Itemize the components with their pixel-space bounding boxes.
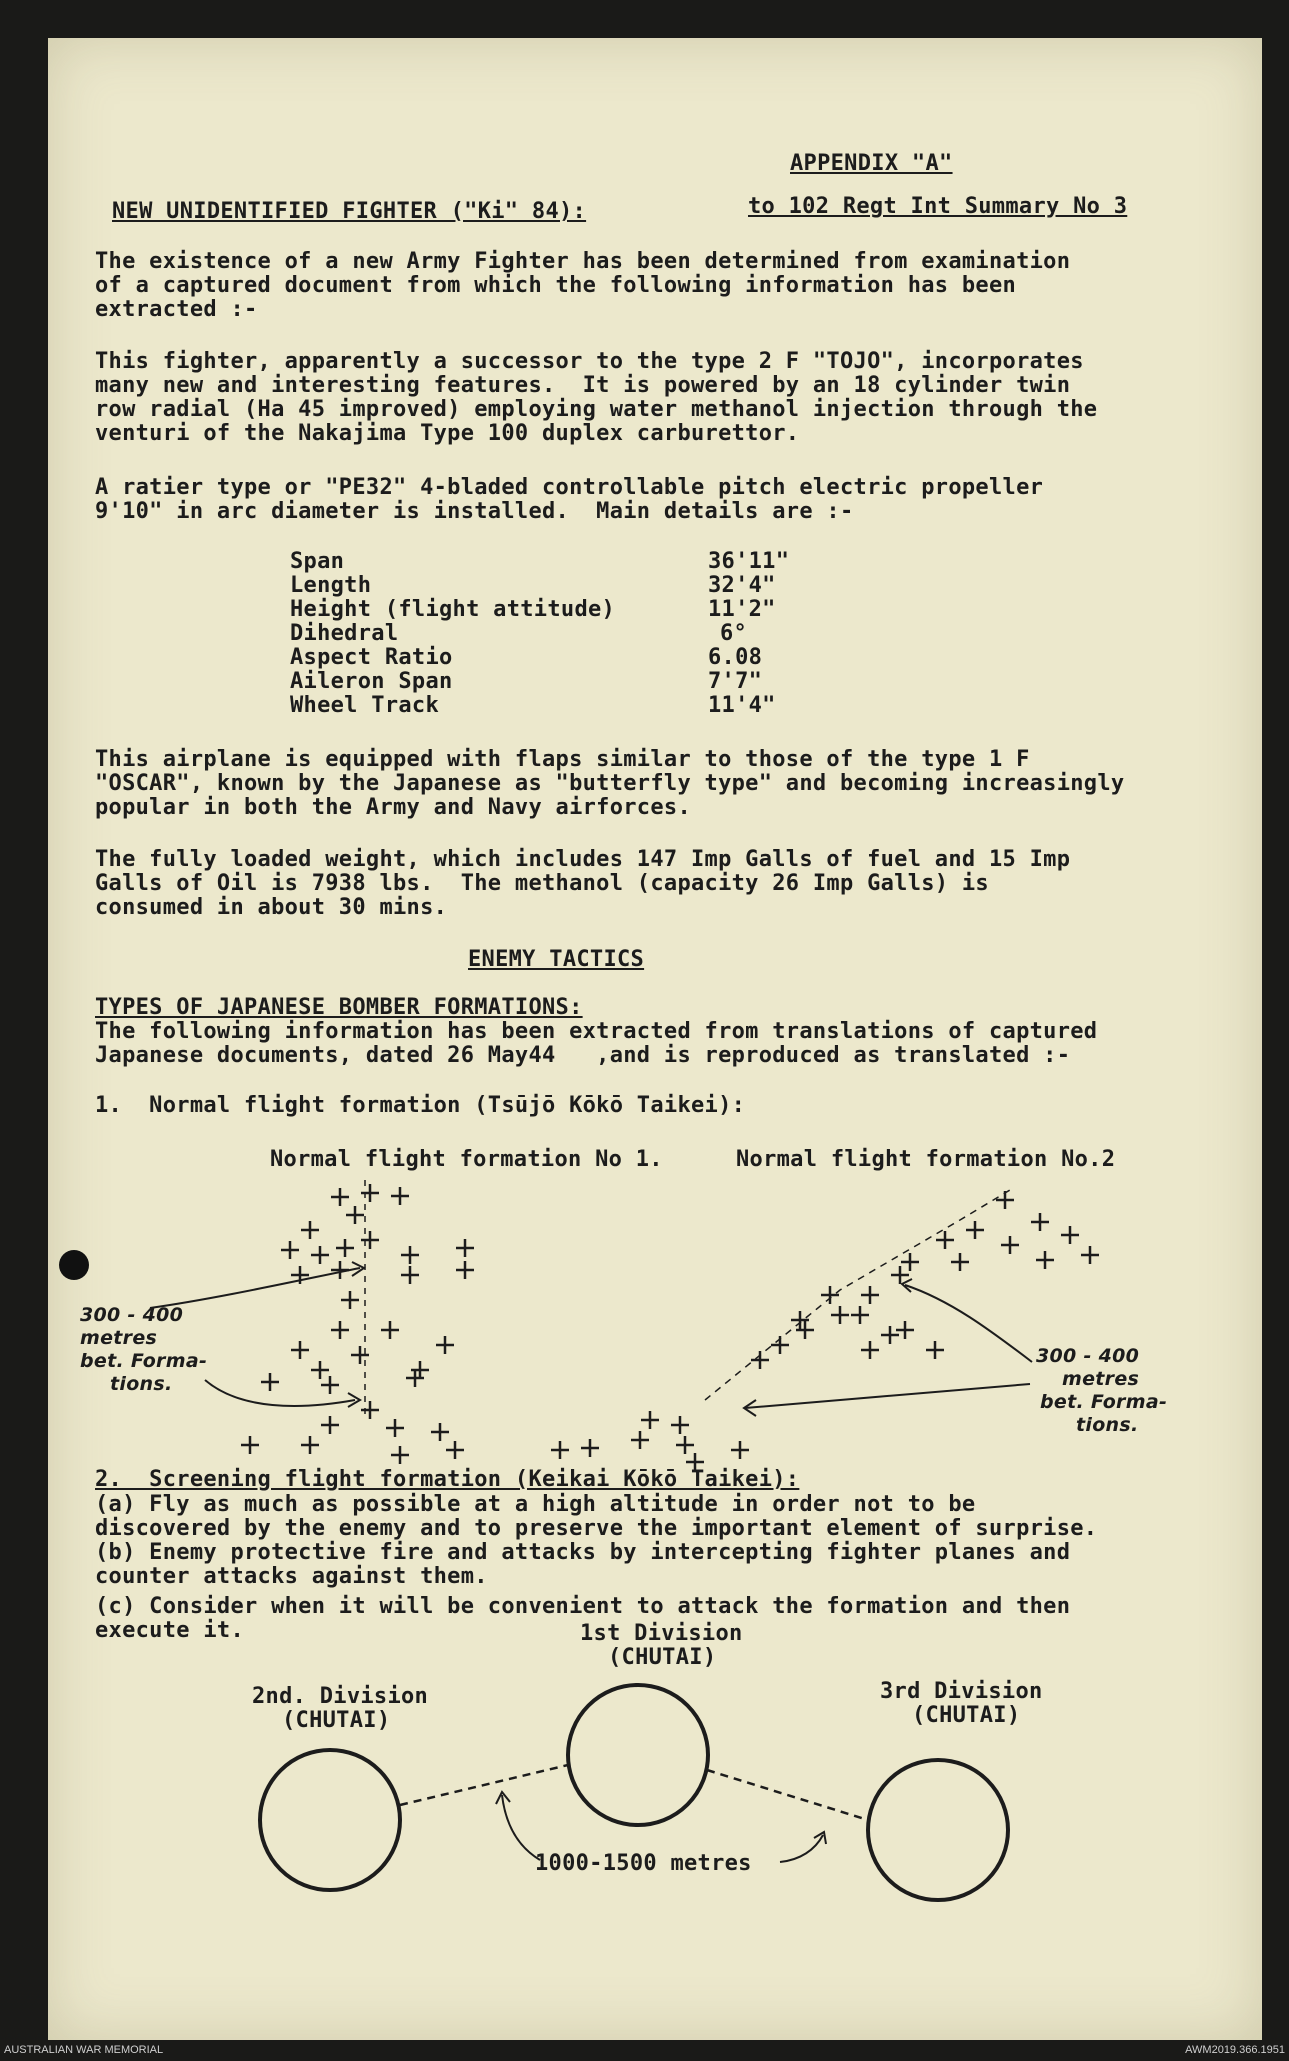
distance-note-right: tions. bbox=[1076, 1414, 1139, 1436]
engine-line: many new and interesting features. It is powered by an 18 cylinder twin bbox=[95, 373, 1071, 398]
division-2-label: 2nd. Division bbox=[252, 1684, 429, 1709]
division-3-label: 3rd Division bbox=[880, 1679, 1043, 1704]
item2-line: (b) Enemy protective fire and attacks by intercepting fighter planes and bbox=[95, 1540, 1071, 1565]
detail-value: 36'11" bbox=[708, 549, 790, 574]
weight-line: consumed in about 30 mins. bbox=[95, 895, 448, 920]
detail-value: 11'2" bbox=[708, 597, 776, 622]
weight-line: Galls of Oil is 7938 lbs. The methanol (capacity 26 Imp Galls) is bbox=[95, 871, 989, 896]
item2-line: (a) Fly as much as possible at a high altitude in order not to be bbox=[95, 1492, 976, 1517]
intro-line: extracted :- bbox=[95, 297, 258, 322]
distance-note-right: metres bbox=[1062, 1368, 1140, 1390]
footer-accession: AWM2019.366.1951 bbox=[1185, 2044, 1285, 2056]
flaps-line: This airplane is equipped with flaps similar to those of the type 1 F bbox=[95, 747, 1030, 772]
distance-note-left: 300 - 400 bbox=[80, 1304, 184, 1326]
propeller-line: A ratier type or "PE32" 4-bladed controllable pitch electric propeller bbox=[95, 475, 1044, 500]
detail-label: Aileron Span bbox=[290, 669, 453, 694]
detail-label: Height (flight attitude) bbox=[290, 597, 616, 622]
formations-line: Japanese documents, dated 26 May44 ,and is reproduced as translated :- bbox=[95, 1043, 1071, 1068]
division-1-sub: (CHUTAI) bbox=[608, 1645, 717, 1670]
distance-note-right: bet. Forma- bbox=[1040, 1391, 1168, 1413]
section-title: NEW UNIDENTIFIED FIGHTER ("Ki" 84): bbox=[112, 199, 587, 224]
detail-label: Wheel Track bbox=[290, 693, 439, 718]
footer-source: AUSTRALIAN WAR MEMORIAL bbox=[4, 2044, 164, 2056]
engine-line: venturi of the Nakajima Type 100 duplex carburettor. bbox=[95, 421, 800, 446]
detail-label: Span bbox=[290, 549, 345, 574]
engine-line: This fighter, apparently a successor to the type 2 F "TOJO", incorporates bbox=[95, 349, 1084, 374]
appendix-title: APPENDIX "A" bbox=[790, 151, 953, 176]
item2-heading: 2. Screening flight formation (Keikai Kōkō Taikei): bbox=[95, 1467, 800, 1492]
distance-label: 1000-1500 metres bbox=[535, 1851, 752, 1876]
weight-line: The fully loaded weight, which includes 147 Imp Galls of fuel and 15 Imp bbox=[95, 847, 1071, 872]
item1-heading: 1. Normal flight formation (Tsūjō Kōkō Taikei): bbox=[95, 1093, 746, 1118]
detail-label: Aspect Ratio bbox=[290, 645, 453, 670]
tactics-heading: ENEMY TACTICS bbox=[468, 947, 645, 972]
formation-no2-label: Normal flight formation No.2 bbox=[736, 1147, 1116, 1172]
summary-reference: to 102 Regt Int Summary No 3 bbox=[748, 194, 1128, 219]
division-2-sub: (CHUTAI) bbox=[282, 1708, 391, 1733]
intro-line: of a captured document from which the following information has been bbox=[95, 273, 1017, 298]
item2-line: discovered by the enemy and to preserve the important element of surprise. bbox=[95, 1516, 1098, 1541]
flaps-line: "OSCAR", known by the Japanese as "butterfly type" and becoming increasingly bbox=[95, 771, 1125, 796]
division-3-circle bbox=[868, 1760, 1008, 1900]
propeller-line: 9'10" in arc diameter is installed. Main details are :- bbox=[95, 499, 854, 524]
detail-value: 7'7" bbox=[708, 669, 763, 694]
division-1-label: 1st Division bbox=[580, 1621, 743, 1646]
formation-no1-label: Normal flight formation No 1. bbox=[270, 1147, 663, 1172]
detail-label: Length bbox=[290, 573, 372, 598]
division-1-circle bbox=[568, 1685, 708, 1825]
detail-value: 11'4" bbox=[708, 693, 776, 718]
detail-value: 6° bbox=[720, 621, 748, 646]
formations-line: The following information has been extracted from translations of captured bbox=[95, 1019, 1098, 1044]
formations-heading: TYPES OF JAPANESE BOMBER FORMATIONS: bbox=[95, 995, 583, 1020]
engine-line: row radial (Ha 45 improved) employing water methanol injection through the bbox=[95, 397, 1098, 422]
division-3-sub: (CHUTAI) bbox=[912, 1703, 1021, 1728]
item2-line: execute it. bbox=[95, 1618, 244, 1643]
division-2-circle bbox=[260, 1750, 400, 1890]
item2-line: counter attacks against them. bbox=[95, 1564, 488, 1589]
detail-value: 6.08 bbox=[708, 645, 763, 670]
flaps-line: popular in both the Army and Navy airforces. bbox=[95, 795, 691, 820]
detail-label: Dihedral bbox=[290, 621, 399, 646]
item2-line: (c) Consider when it will be convenient to attack the formation and then bbox=[95, 1594, 1071, 1619]
distance-note-right: 300 - 400 bbox=[1036, 1345, 1140, 1367]
distance-note-left: tions. bbox=[110, 1373, 173, 1395]
distance-note-left: metres bbox=[80, 1327, 158, 1349]
detail-value: 32'4" bbox=[708, 573, 776, 598]
distance-note-left: bet. Forma- bbox=[80, 1350, 208, 1372]
intro-line: The existence of a new Army Fighter has been determined from examination bbox=[95, 249, 1071, 274]
